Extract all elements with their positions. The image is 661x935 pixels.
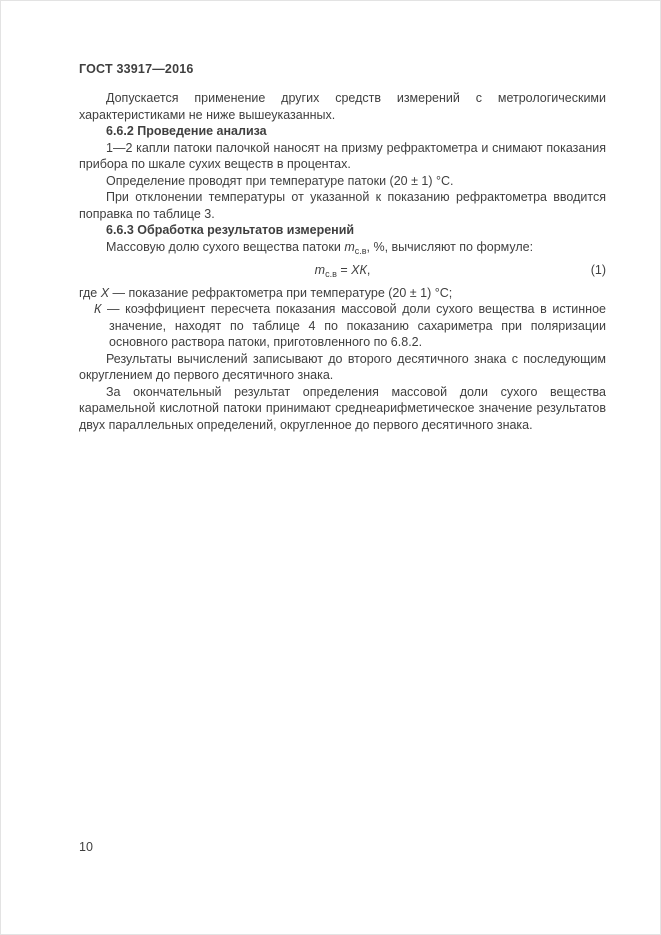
mass-variable: m — [344, 239, 355, 254]
paragraph-correction: При отклонении температуры от указанной к показанию рефрактометра вводится поправка по таблице 3. — [79, 190, 606, 221]
where-x-variable: X — [100, 285, 110, 300]
mass-text-suffix: , %, вычисляют по формуле: — [366, 239, 534, 254]
formula-comma: , — [366, 263, 371, 277]
formula-lhs-variable: m — [314, 263, 326, 277]
paragraph-drops: 1—2 капли патоки палочкой наносят на призму рефрактометра и снимают показания прибора по шкале сухих веществ в процентах. — [79, 140, 606, 171]
where-intro-text: где — [79, 285, 101, 300]
where-clause-k — [79, 301, 606, 351]
section-heading-663: 6.6.3 Обработка результатов измерений — [106, 223, 355, 237]
page-number: 10 — [79, 840, 93, 854]
formula-lhs-subscript: с.в — [325, 269, 337, 279]
formula-number: (1) — [590, 263, 606, 277]
formula-rhs-variables: ХК — [351, 263, 367, 277]
document-body — [79, 90, 606, 433]
document-header: ГОСТ 33917—2016 — [79, 62, 194, 76]
where-clause-x — [79, 285, 606, 302]
where-k-description: — коэффициент пересчета показания массовой доли сухого вещества в истинное значение, находят по таблице 4 по показанию сахариметра при поляризации основного раствора патоки, приготовленного по 6.8.2. — [101, 302, 606, 349]
paragraph-mass-fraction — [79, 239, 606, 256]
paragraph-temperature: Определение проводят при температуре патоки (20 ± 1) °С. — [106, 173, 454, 188]
paragraph-results: Результаты вычислений записывают до второго десятичного знака с последующим округлением до первого десятичного знака. — [79, 351, 606, 382]
where-k-variable: К — [94, 302, 102, 316]
mass-variable-subscript: с.в — [354, 245, 367, 256]
paragraph-final-result: За окончательный результат определения массовой доли сухого вещества карамельной кислотной патоки принимают среднеарифметическое значение результатов двух параллельных определений, округленное до первого десятичного знака. — [79, 384, 606, 432]
section-heading-662: 6.6.2 Проведение анализа — [106, 124, 267, 138]
formula-block — [79, 262, 606, 279]
formula-equals-sign: = — [336, 263, 352, 277]
mass-text-prefix: Массовую долю сухого вещества патоки — [106, 239, 345, 254]
formula-expression — [315, 263, 371, 277]
where-x-description: — показание рефрактометра при температуре (20 ± 1) °С; — [109, 285, 453, 300]
paragraph-intro: Допускается применение других средств измерений с метрологическими характеристиками не ниже вышеуказанных. — [79, 91, 606, 122]
